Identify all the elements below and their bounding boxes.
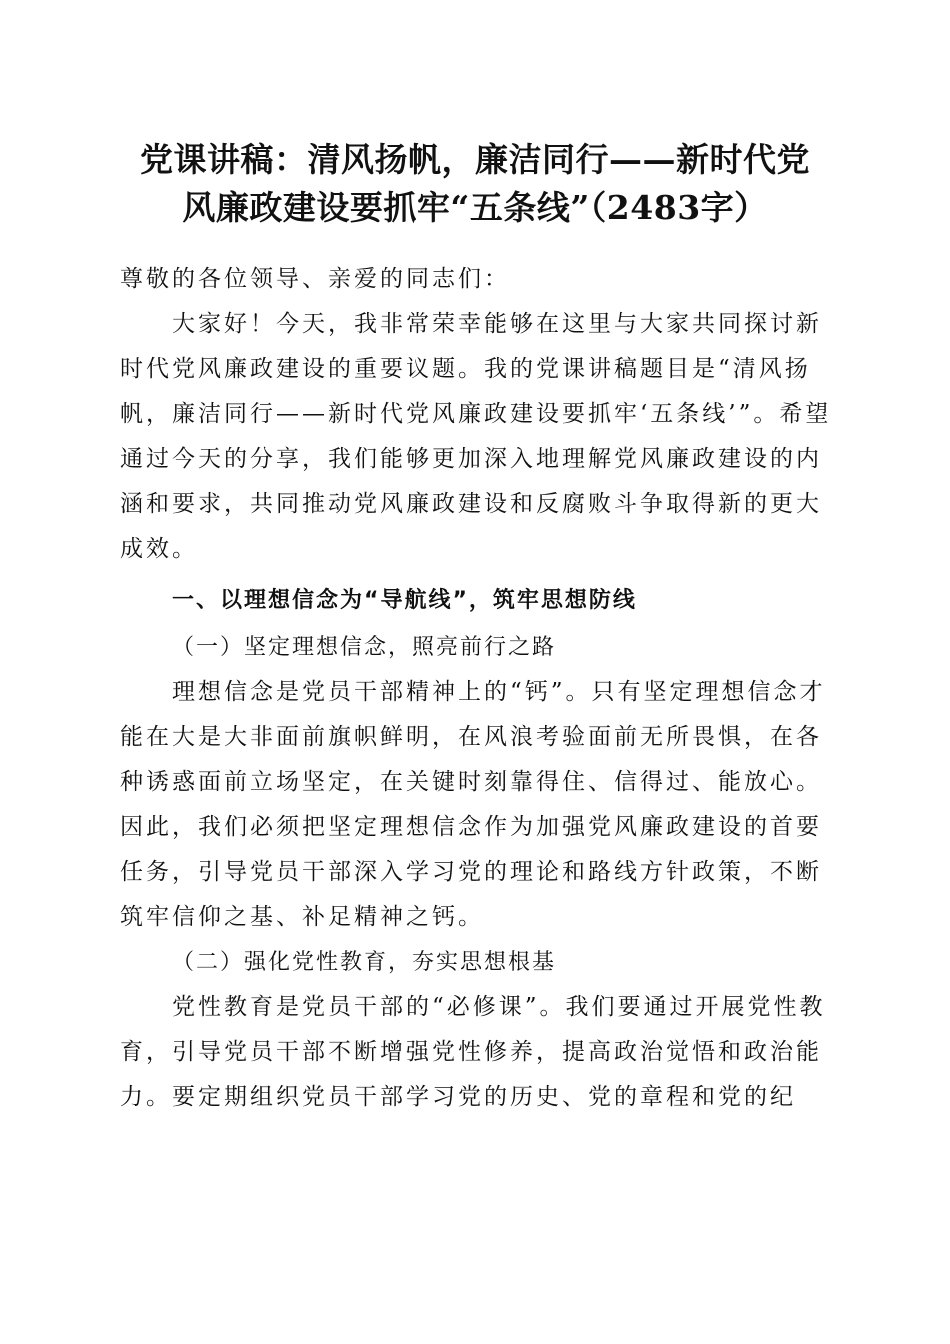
document-title (110, 136, 840, 232)
subsection-2-heading: （二）强化党性教育，夯实思想根基 (172, 950, 557, 975)
subsection-1-paragraph: 理想信念是党员干部精神上的“钙”。只有坚定理想信念才能在大是大非面前旗帜鲜明，在风浪考验面前无所畏惧，在各种诱惑面前立场坚定，在关键时刻靠得住、信得过、能放心。因此，我们必须把坚定理想信念作为加强党风廉政建设的首要任务，引导党员干部深入学习党的理论和路线方针政策，不断筑牢信仰之基、补足精神之钙。 (120, 679, 826, 930)
subsection-2-paragraph: 党性教育是党员干部的“必修课”。我们要通过开展党性教育，引导党员干部不断增强党性修养，提高政治觉悟和政治能力。要定期组织党员干部学习党的历史、党的章程和党的纪 (120, 994, 826, 1110)
document-body (120, 257, 832, 1120)
section-1-heading: 一、以理想信念为“导航线”，筑牢思想防线 (172, 588, 637, 613)
subsection-1-heading: （一）坚定理想信念，照亮前行之路 (172, 635, 557, 660)
intro-paragraph: 大家好！今天，我非常荣幸能够在这里与大家共同探讨新时代党风廉政建设的重要议题。我的党课讲稿题目是“清风扬帆，廉洁同行——新时代党风廉政建设要抓牢‘五条线’”。希望通过今天的分享，我们能够更加深入地理解党风廉政建设的内涵和要求，共同推动党风廉政建设和反腐败斗争取得新的更大成效。 (120, 311, 832, 562)
title-line-2: 风廉政建设要抓牢“五条线”（2483字） (182, 188, 768, 227)
title-line-1: 党课讲稿：清风扬帆，廉洁同行——新时代党 (140, 140, 810, 179)
salutation: 尊敬的各位领导、亲爱的同志们： (120, 266, 510, 292)
